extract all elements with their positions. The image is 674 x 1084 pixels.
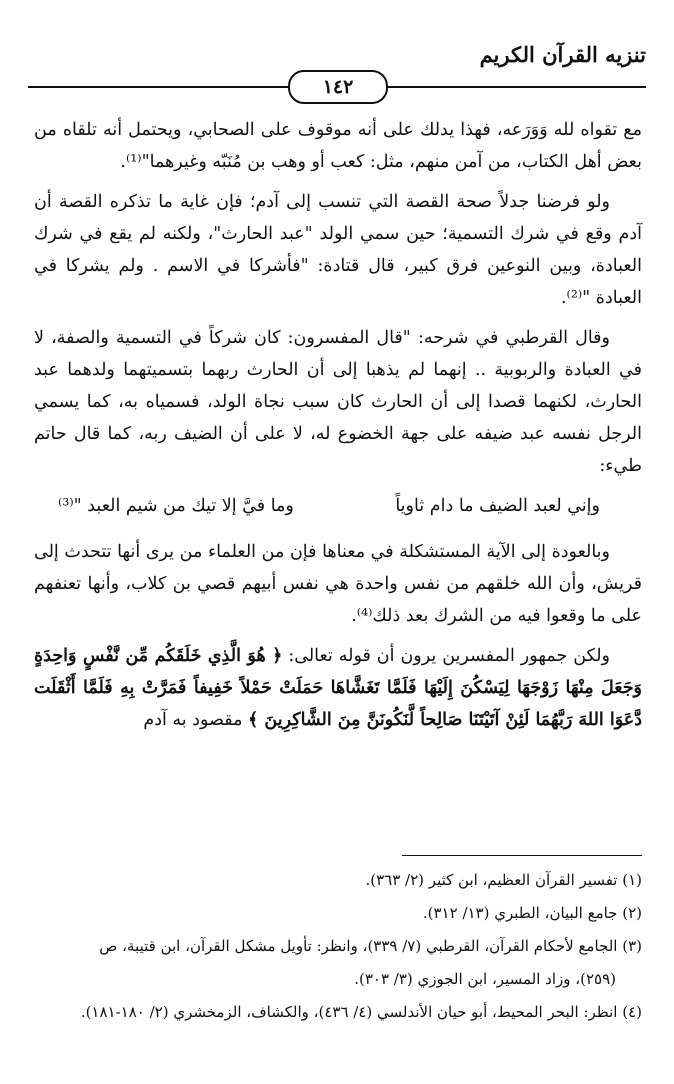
footnote-1: (١) تفسير القرآن العظيم، ابن كثير (٢/ ٣٦٣). bbox=[365, 871, 642, 889]
main-text bbox=[34, 114, 642, 744]
quran-verse: ﴿ هُوَ الَّذِي خَلَقَكُم مِّن نَّفْسٍ وَاحِدَةٍ وَجَعَلَ مِنْهَا زَوْجَهَا لِيَسْكُنَ إِلَيْهَا فَلَمَّا تَغَشَّاهَا حَمَلَتْ حَمْلاً خَفِيفاً فَمَرَّتْ بِهِ فَلَمَّا أَثْقَلَت دَّعَوَا اللهَ رَبَّهُمَا لَئِنْ آتَيْتَنَا صَالِحاً لَّنَكُونَنَّ مِنَ الشَّاكِرِينَ ﴾ bbox=[34, 646, 642, 730]
verse-hemistich-left: وما فيَّ إلا تيك من شيم العبد "⁽³⁾ bbox=[58, 496, 294, 516]
footnote-3-line-1: (٣) الجامع لأحكام القرآن، القرطبي (٧/ ٣٣٩)، وانظر: تأويل مشكل القرآن، ابن قتيبة، ص bbox=[99, 937, 642, 955]
footnote-3 bbox=[34, 932, 642, 994]
footnote-2: (٢) جامع البيان، الطبري (١٣/ ٣١٢). bbox=[422, 904, 642, 922]
running-header-title: تنزيه القرآن الكريم bbox=[479, 42, 646, 67]
footnotes bbox=[34, 866, 642, 1031]
paragraph-3: وقال القرطبي في شرحه: "قال المفسرون: كان شركاً في التسمية والصفة، لا في العبادة والربوبية .. إنهما لم يذهبا إلى أن الحارث ربهما بتسميتهما ولدهما عبد الحارث، لكنهما قصدا إلى أن الحارث كان سبب نجاة الولد، فسمياه به، كما يسمي الرجل نفسه عبد ضيفه على جهة الخضوع له، لا على أن الضيف ربه، كما قال حاتم طيء: bbox=[34, 328, 642, 476]
footnote-separator bbox=[402, 855, 642, 856]
verse-hemistich-right: وإني لعبد الضيف ما دام ثاوياً bbox=[395, 496, 600, 516]
footnote-3-line-2: (٢٥٩)، وزاد المسير، ابن الجوزي (٣/ ٣٠٣). bbox=[354, 970, 616, 988]
paragraph-5-intro: ولكن جمهور المفسرين يرون أن قوله تعالى: bbox=[282, 646, 610, 666]
paragraph-2: ولو فرضنا جدلاً صحة القصة التي تنسب إلى آدم؛ فإن غاية ما تذكره القصة أن آدم وقع في شرك التسمية؛ حين سمي الولد "عبد الحارث"، ولكنه لم يقع في شرك العبادة، وبين النوعين فرق كبير، قال قتادة: "فأشركا في الاسم . ولم يشركا في العبادة "⁽²⁾. bbox=[34, 192, 642, 308]
paragraph-5-end: مقصود به آدم bbox=[143, 710, 249, 730]
paragraph-5 bbox=[34, 640, 642, 736]
paragraph-4: وبالعودة إلى الآية المستشكلة في معناها فإن من العلماء من يرى أنها تتحدث إلى قريش، وأن الله خلقهم من نفس واحدة هي نفس أبيهم قصي بن كلاب، وأنها تعنفهم على ما وقعوا فيه من الشرك بعد ذلك⁽⁴⁾. bbox=[34, 542, 642, 626]
footnote-4: (٤) انظر: البحر المحيط، أبو حيان الأندلسي (٤/ ٤٣٦)، والكشاف، الزمخشري (٢/ ١٨٠-١٨١). bbox=[80, 1003, 642, 1021]
page-number-badge: ١٤٢ bbox=[288, 70, 388, 104]
paragraph-1: مع تقواه لله وَوَرَعه، فهذا يدلك على أنه موقوف على الصحابي، ويحتمل أنه تلقاه من بعض أهل الكتاب، من آمن منهم، مثل: كعب أو وهب بن مُنَبّه وغيرهما"⁽¹⁾. bbox=[34, 120, 642, 172]
poetry-verse bbox=[34, 490, 642, 522]
